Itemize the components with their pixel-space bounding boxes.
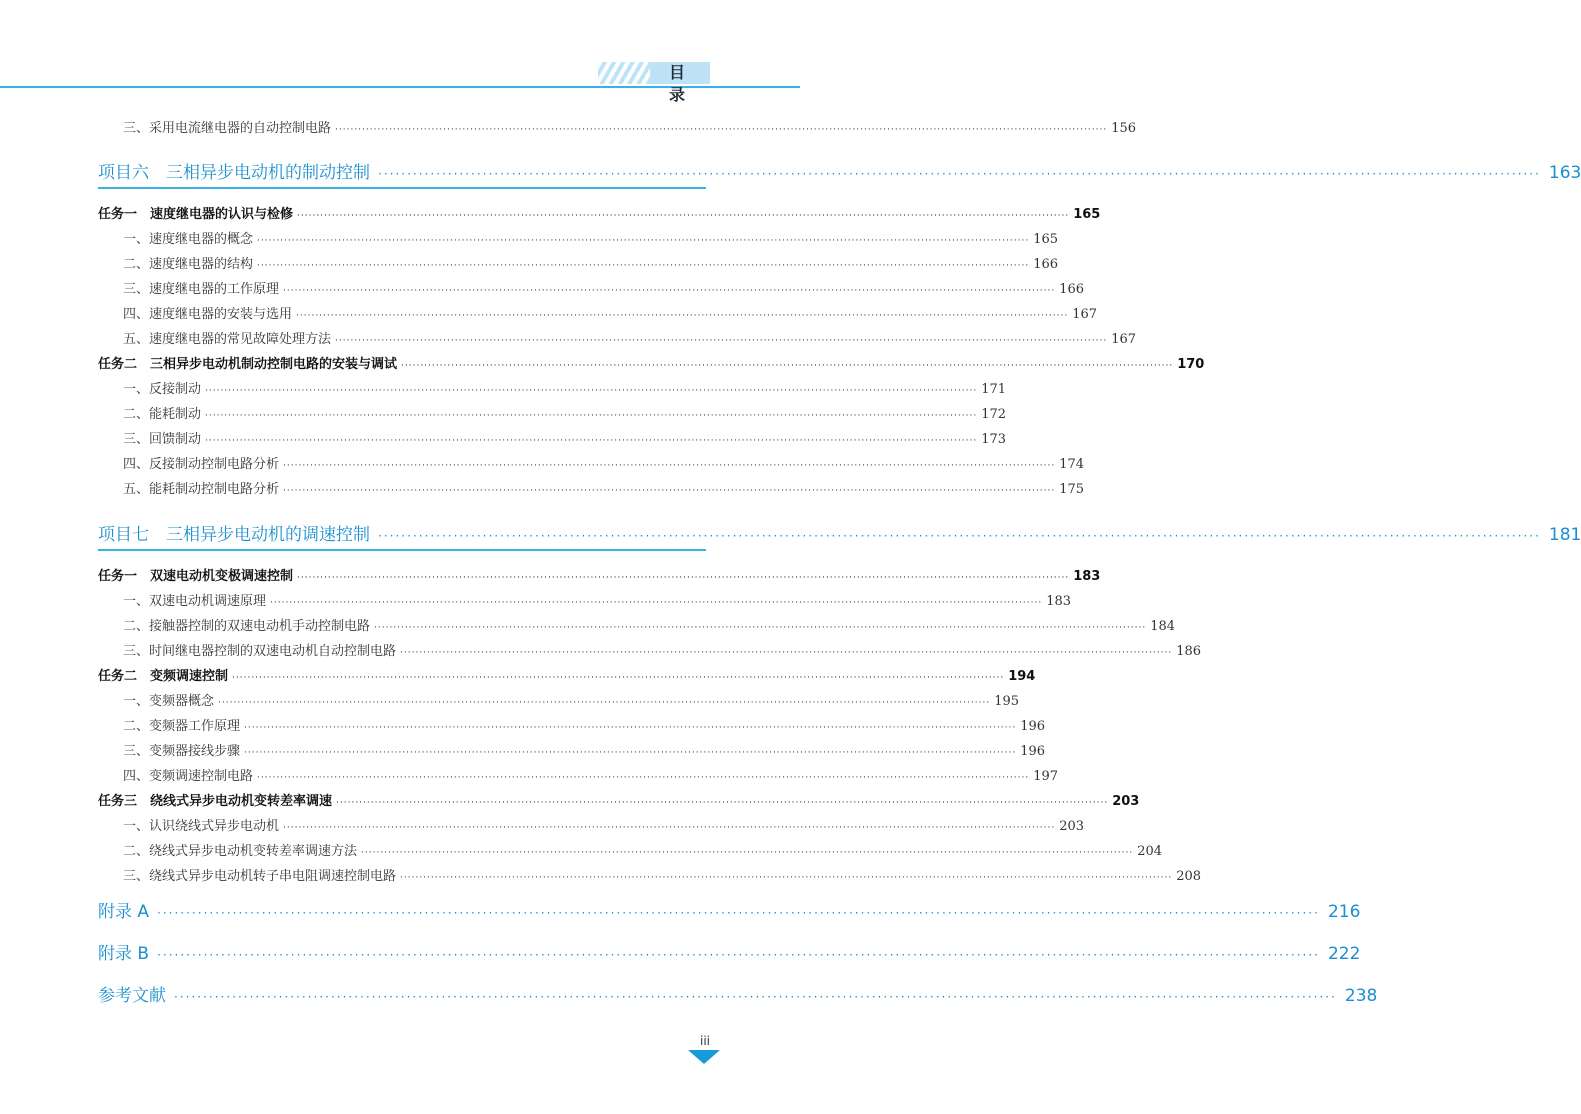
- toc-entry-sub[interactable]: [123, 765, 1059, 787]
- toc-entry-title: 二、绕线式异步电动机变转差率调速方法: [123, 844, 358, 859]
- leader-dots: ········································································································································································································: [174, 990, 1337, 1004]
- leader-dots: ········································································································································································································: [244, 723, 1017, 733]
- toc-entry-sub[interactable]: [123, 378, 1007, 400]
- leader-dots: ········································································································································································································: [205, 436, 978, 446]
- toc-entry-title: 三、采用电流继电器的自动控制电路: [123, 121, 332, 136]
- toc-entry-title: 附录 B: [98, 944, 150, 964]
- leader-dots: ········································································································································································································: [283, 823, 1056, 833]
- toc-entry-page: 197: [1033, 769, 1059, 784]
- header-stripe-decoration: [598, 62, 650, 84]
- toc-entry-page: 203: [1112, 794, 1140, 809]
- page-number: iii: [699, 1034, 710, 1048]
- toc-entry-page: 156: [1111, 121, 1137, 136]
- leader-dots: ········································································································································································································: [205, 386, 978, 396]
- leader-dots: ········································································································································································································: [400, 873, 1173, 883]
- toc-entry-title: 任务一 双速电动机变极调速控制: [98, 569, 294, 584]
- leader-dots: ········································································································································································································: [257, 236, 1030, 246]
- toc-entry-title: 五、能耗制动控制电路分析: [123, 482, 280, 497]
- toc-entry-task[interactable]: [98, 790, 1140, 812]
- leader-dots: ········································································································································································································: [218, 698, 991, 708]
- toc-entry-page: 163: [1548, 163, 1581, 183]
- toc-entry-page: 174: [1059, 457, 1085, 472]
- leader-dots: ········································································································································································································: [378, 167, 1541, 181]
- leader-dots: ········································································································································································································: [374, 623, 1147, 633]
- toc-entry-page: 171: [981, 382, 1007, 397]
- toc-entry-title: 任务一 速度继电器的认识与检修: [98, 207, 294, 222]
- toc-entry-proj[interactable]: [98, 897, 1361, 927]
- toc-entry-page: 204: [1137, 844, 1163, 859]
- toc-entry-page: 238: [1344, 986, 1378, 1006]
- leader-dots: ········································································································································································································: [336, 798, 1109, 808]
- toc-entry-page: 184: [1150, 619, 1176, 634]
- toc-entry-title: 任务三 绕线式异步电动机变转差率调速: [98, 794, 333, 809]
- toc-entry-page: 165: [1033, 232, 1059, 247]
- toc-entry-title: 二、速度继电器的结构: [123, 257, 254, 272]
- leader-dots: ········································································································································································································: [157, 906, 1320, 920]
- header-title: 目 录: [650, 62, 710, 84]
- leader-dots: ········································································································································································································: [244, 748, 1017, 758]
- leader-dots: ········································································································································································································: [283, 286, 1056, 296]
- toc-entry-title: 四、变频调速控制电路: [123, 769, 254, 784]
- toc-entry-sub[interactable]: [123, 840, 1163, 862]
- toc-entry-page: 183: [1073, 569, 1101, 584]
- toc-entry-page: 170: [1177, 357, 1205, 372]
- toc-entry-page: 167: [1072, 307, 1098, 322]
- leader-dots: ········································································································································································································: [283, 461, 1056, 471]
- toc-entry-sub[interactable]: [123, 615, 1176, 637]
- toc-entry-title: 三、绕线式异步电动机转子串电阻调速控制电路: [123, 869, 397, 884]
- toc-entry-page: 222: [1327, 944, 1361, 964]
- toc-entry-task[interactable]: [98, 665, 1036, 687]
- section-underline: [98, 187, 706, 189]
- down-arrow-icon: [688, 1050, 720, 1064]
- toc-entry-title: 五、速度继电器的常见故障处理方法: [123, 332, 332, 347]
- toc-entry-page: 175: [1059, 482, 1085, 497]
- toc-entry-task[interactable]: [98, 353, 1205, 375]
- toc-entry-sub[interactable]: [123, 253, 1059, 275]
- leader-dots: ········································································································································································································: [400, 648, 1173, 658]
- leader-dots: ········································································································································································································: [335, 336, 1108, 346]
- toc-entry-page: 195: [994, 694, 1020, 709]
- toc-entry-proj[interactable]: [98, 939, 1361, 969]
- toc-entry-title: 一、变频器概念: [123, 694, 215, 709]
- leader-dots: ········································································································································································································: [157, 948, 1320, 962]
- toc-entry-title: 一、双速电动机调速原理: [123, 594, 267, 609]
- leader-dots: ········································································································································································································: [257, 773, 1030, 783]
- toc-entry-title: 二、变频器工作原理: [123, 719, 241, 734]
- toc-entry-title: 项目七 三相异步电动机的调速控制: [98, 525, 370, 545]
- toc-entry-sub[interactable]: [123, 403, 1007, 425]
- toc-entry-title: 一、认识绕线式异步电动机: [123, 819, 280, 834]
- leader-dots: ········································································································································································································: [270, 598, 1043, 608]
- toc-entry-title: 三、回馈制动: [123, 432, 202, 447]
- toc-entry-title: 三、变频器接线步骤: [123, 744, 241, 759]
- toc-entry-sub[interactable]: [123, 690, 1020, 712]
- toc-entry-task[interactable]: [98, 203, 1101, 225]
- toc-entry-page: 165: [1073, 207, 1101, 222]
- leader-dots: ········································································································································································································: [232, 673, 1005, 683]
- toc-entry-sub[interactable]: [123, 453, 1085, 475]
- leader-dots: ········································································································································································································: [297, 211, 1070, 221]
- toc-entry-sub[interactable]: [123, 740, 1046, 762]
- toc-entry-sub[interactable]: [123, 640, 1202, 662]
- toc-entry-title: 任务二 变频调速控制: [98, 669, 229, 684]
- leader-dots: ········································································································································································································: [283, 486, 1056, 496]
- toc-entry-page: 183: [1046, 594, 1072, 609]
- toc-entry-sub[interactable]: [123, 228, 1059, 250]
- toc-entry-page: 208: [1176, 869, 1202, 884]
- toc-entry-sub[interactable]: [123, 428, 1007, 450]
- toc-entry-sub[interactable]: [123, 328, 1137, 350]
- toc-entry-title: 四、反接制动控制电路分析: [123, 457, 280, 472]
- toc-entry-title: 附录 A: [98, 902, 150, 922]
- section-underline: [98, 549, 706, 551]
- toc-entry-page: 173: [981, 432, 1007, 447]
- toc-entry-title: 二、接触器控制的双速电动机手动控制电路: [123, 619, 371, 634]
- toc-entry-title: 参考文献: [98, 986, 166, 1006]
- toc-entry-title: 四、速度继电器的安装与选用: [123, 307, 293, 322]
- toc-entry-sub[interactable]: [123, 865, 1202, 887]
- toc-entry-page: 181: [1548, 525, 1581, 545]
- toc-entry-page: 196: [1020, 719, 1046, 734]
- toc-entry-sub[interactable]: [123, 715, 1046, 737]
- leader-dots: ········································································································································································································: [205, 411, 978, 421]
- leader-dots: ········································································································································································································: [378, 529, 1541, 543]
- leader-dots: ········································································································································································································: [335, 125, 1108, 135]
- toc-entry-page: 167: [1111, 332, 1137, 347]
- toc-entry-page: 216: [1327, 902, 1361, 922]
- toc-entry-sub[interactable]: [123, 278, 1085, 300]
- toc-entry-title: 三、速度继电器的工作原理: [123, 282, 280, 297]
- toc-entry-title: 三、时间继电器控制的双速电动机自动控制电路: [123, 644, 397, 659]
- toc-entry-page: 172: [981, 407, 1007, 422]
- leader-dots: ········································································································································································································: [361, 848, 1134, 858]
- leader-dots: ········································································································································································································: [296, 311, 1069, 321]
- toc-entry-title: 任务二 三相异步电动机制动控制电路的安装与调试: [98, 357, 398, 372]
- toc-entry-page: 194: [1008, 669, 1036, 684]
- toc-entry-title: 项目六 三相异步电动机的制动控制: [98, 163, 370, 183]
- toc-entry-page: 186: [1176, 644, 1202, 659]
- toc-entry-title: 一、反接制动: [123, 382, 202, 397]
- toc-entry-sub[interactable]: [123, 303, 1098, 325]
- toc-entry-title: 二、能耗制动: [123, 407, 202, 422]
- toc-entry-proj[interactable]: [98, 520, 1581, 550]
- toc-entry-page: 166: [1059, 282, 1085, 297]
- toc-entry-page: 196: [1020, 744, 1046, 759]
- toc-entry-sub[interactable]: [123, 815, 1085, 837]
- toc-entry-page: 203: [1059, 819, 1085, 834]
- leader-dots: ········································································································································································································: [257, 261, 1030, 271]
- toc-entry-sub[interactable]: [123, 478, 1085, 500]
- toc-entry-page: 166: [1033, 257, 1059, 272]
- toc-entry-title: 一、速度继电器的概念: [123, 232, 254, 247]
- toc-entry-sub[interactable]: [123, 117, 1137, 139]
- toc-entry-proj[interactable]: [98, 158, 1581, 188]
- toc-entry-task[interactable]: [98, 565, 1101, 587]
- leader-dots: ········································································································································································································: [401, 361, 1174, 371]
- toc-entry-proj[interactable]: [98, 981, 1378, 1011]
- leader-dots: ········································································································································································································: [297, 573, 1070, 583]
- toc-entry-sub[interactable]: [123, 590, 1072, 612]
